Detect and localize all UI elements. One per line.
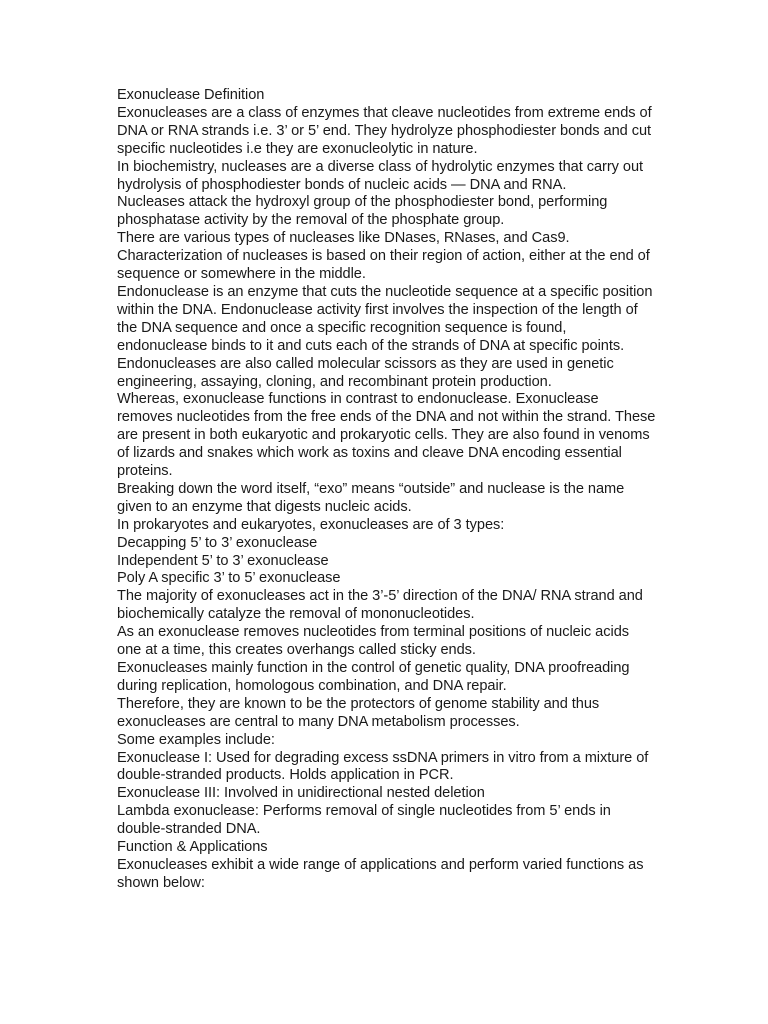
paragraph: The majority of exonucleases act in the 3’-5’ direction of the DNA/ RNA strand and biochemically catalyze the removal of mononucleotides. — [117, 588, 643, 623]
paragraph: Exonucleases are a class of enzymes that cleave nucleotides from extreme ends of DNA or RNA strands i.e. 3’ or 5’ end. They hydrolyze phosphodiester bonds and cut specific nucleotides i.e they are exonucleolytic in nature. — [117, 104, 652, 157]
list-item: Exonuclease I: Used for degrading excess ssDNA primers in vitro from a mixture of double-stranded products. Holds application in PCR. — [117, 749, 649, 784]
paragraph: In biochemistry, nucleases are a diverse class of hydrolytic enzymes that carry out hydrolysis of phosphodiester bonds of nucleic acids — DNA and RNA. — [117, 158, 644, 193]
paragraph: Endonucleases are also called molecular scissors as they are used in genetic engineering, assaying, cloning, and recombinant protein production. — [117, 355, 614, 390]
paragraph: As an exonuclease removes nucleotides from terminal positions of nucleic acids one at a time, this creates overhangs called sticky ends. — [117, 624, 630, 659]
paragraph: In prokaryotes and eukaryotes, exonucleases are of 3 types: — [117, 516, 505, 533]
document-body — [117, 87, 657, 893]
list-item: Decapping 5’ to 3’ exonuclease — [117, 534, 318, 551]
paragraph: Whereas, exonuclease functions in contrast to endonuclease. Exonuclease removes nucleotides from the free ends of the DNA and not within the strand. These are present in both eukaryotic and prokaryotic cells. They are also found in venoms of lizards and snakes which work as toxins and cleave DNA encoding essential proteins. — [117, 391, 656, 480]
list-item: Lambda exonuclease: Performs removal of single nucleotides from 5’ ends in double-stranded DNA. — [117, 803, 611, 838]
paragraph: Endonuclease is an enzyme that cuts the nucleotide sequence at a specific position within the DNA. Endonuclease activity first involves the inspection of the length of the DNA sequence and once a specific recognition sequence is found, endonuclease binds to it and cuts each of the strands of DNA at specific points. — [117, 283, 653, 354]
list-item: Exonuclease III: Involved in unidirectional nested deletion — [117, 785, 485, 802]
section-heading: Function & Applications — [117, 839, 268, 856]
list-item: Poly A specific 3’ to 5’ exonuclease — [117, 570, 341, 587]
paragraph: Therefore, they are known to be the protectors of genome stability and thus exonucleases are central to many DNA metabolism processes. — [117, 695, 600, 730]
paragraph: Exonucleases mainly function in the control of genetic quality, DNA proofreading during replication, homologous combination, and DNA repair. — [117, 660, 630, 694]
document-title: Exonuclease Definition — [117, 87, 265, 103]
paragraph: Exonucleases exhibit a wide range of applications and perform varied functions as shown below: — [117, 856, 644, 891]
paragraph: Breaking down the word itself, “exo” means “outside” and nuclease is the name given to an enzyme that digests nucleic acids. — [117, 480, 625, 515]
paragraph: Some examples include: — [117, 731, 275, 748]
paragraph: Nucleases attack the hydroxyl group of the phosphodiester bond, performing phosphatase activity by the removal of the phosphate group. — [117, 194, 608, 229]
list-item: Independent 5’ to 3’ exonuclease — [117, 552, 329, 569]
paragraph: There are various types of nucleases like DNases, RNases, and Cas9. — [117, 230, 570, 247]
paragraph: Characterization of nucleases is based on their region of action, either at the end of sequence or somewhere in the middle. — [117, 248, 650, 283]
